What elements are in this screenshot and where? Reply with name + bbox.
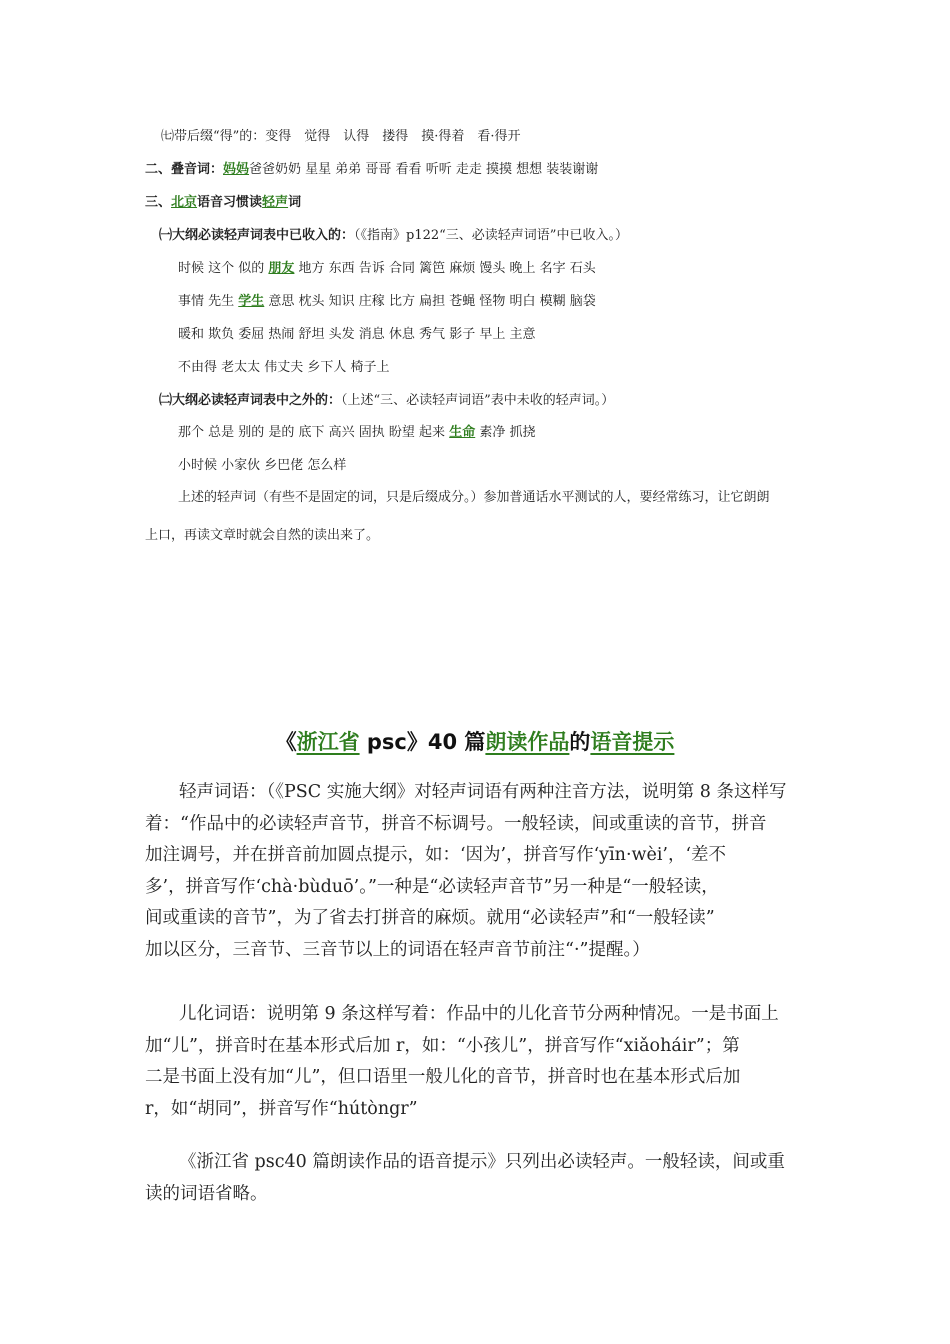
heading-number: 三、 [145,195,172,210]
words-text: 小时候 小家伙 乡巴佬 怎么样 [178,458,347,473]
excluded-words-heading [159,391,614,411]
suffix-de-line [161,127,521,147]
paragraph-line: 加注调号，并在拼音前加圆点提示，如：‘因为’，拼音写作‘yīn·wèi’，‘差不 [145,845,727,865]
page-title [0,726,950,756]
included-words-heading [159,226,628,246]
included-words-line-3 [178,325,535,345]
title-link-langdu[interactable]: 朗读作品 [485,730,570,754]
paragraph-line: 二是书面上没有加“儿”，但口语里一般儿化的音节，拼音时也在基本形式后加 [145,1067,741,1087]
link-qingsheng[interactable]: 轻声 [262,195,289,210]
excluded-words-line-1 [178,423,535,443]
link-xuesheng[interactable]: 学生 [238,294,265,309]
included-words-line-4 [178,358,390,378]
words-text: 时候 这个 似的 [178,261,269,276]
words-text: 地方 东西 告诉 合同 篱笆 麻烦 馒头 晚上 名字 石头 [294,261,596,276]
paragraph-line: 《浙江省 psc40 篇朗读作品的语音提示》只列出必读轻声。一般轻读，间或重 [179,1152,785,1172]
summary-text: 上口，再读文章时就会自然的读出来了。 [145,528,380,543]
link-shengming[interactable]: 生命 [449,425,476,440]
included-words-line-1 [178,259,596,279]
paragraph-line: 儿化词语：说明第 9 条这样写着：作品中的儿化音节分两种情况。一是书面上 [179,1004,779,1024]
paragraph-scope-note [145,1147,815,1210]
words-text: 素净 抓挠 [475,425,536,440]
title-link-yuyin[interactable]: 语音提示 [590,730,675,754]
paragraph-line: 间或重读的音节”，为了省去打拼音的麻烦。就用“必读轻声”和“一般轻读” [145,908,715,928]
paragraph-line: 读的词语省略。 [145,1183,268,1204]
paragraph-line: 着：“作品中的必读轻声音节，拼音不标调号。一般轻读，间或重读的音节，拼音 [145,813,767,834]
link-pengyou[interactable]: 朋友 [268,261,295,276]
link-mama[interactable]: 妈妈 [223,162,250,177]
excluded-heading-note: （上述“三、必读轻声词语”表中未收的轻声词。） [341,393,615,408]
title-part: 的 [569,730,591,754]
included-heading-bold: ㈠大纲必读轻声词表中已收入的： [159,228,355,243]
summary-line-2 [145,526,379,546]
summary-line-1 [178,488,770,508]
title-part: psc》40 篇 [359,730,486,754]
paragraph-line: 多’，拼音写作‘chà·bùduō’。”一种是“必读轻声音节”另一种是“一般轻读， [145,876,719,897]
paragraph-line: 加“儿”，拼音时在基本形式后加 r，如：“小孩儿”，拼音写作“xiǎoháir”；第 [145,1035,740,1056]
included-words-line-2 [178,292,596,312]
reduplicated-words-line [145,160,598,180]
paragraph-line: 轻声词语：（《PSC 实施大纲》对轻声词语有两种注音方法，说明第 8 条这样写 [179,782,787,802]
beijing-neutral-tone-heading [145,193,301,213]
excluded-words-line-2 [178,456,346,476]
reduplicated-words: 爸爸奶奶 星星 弟弟 哥哥 看看 听听 走走 摸摸 想想 装装谢谢 [249,162,599,177]
words-text: 暖和 欺负 委屈 热闹 舒坦 头发 消息 休息 秀气 影子 早上 主意 [178,327,536,342]
paragraph-line: 加以区分，三音节、三音节以上的词语在轻声音节前注“·”提醒。） [145,939,650,960]
words-text: 意思 枕头 知识 庄稼 比方 扁担 苍蝇 怪物 明白 模糊 脑袋 [264,294,596,309]
heading-suffix: 词 [288,195,302,210]
summary-text: 上述的轻声词（有些不是固定的词，只是后缀成分。）参加普通话水平测试的人，要经常练习，让它朗朗 [178,490,770,505]
title-part: 《 [275,730,297,754]
words-text: 不由得 老太太 伟丈夫 乡下人 椅子上 [178,360,390,375]
heading-mid: 语音习惯读 [197,195,263,210]
paragraph-line: r，如“胡同”，拼音写作“hútòngr” [145,1098,418,1119]
words-text: 那个 总是 别的 是的 底下 高兴 固执 盼望 起来 [178,425,450,440]
paragraph-erhua [145,999,815,1125]
included-heading-note: （《指南》p122“三、必读轻声词语”中已收入。） [354,228,628,243]
link-beijing[interactable]: 北京 [171,195,198,210]
words-text: 事情 先生 [178,294,239,309]
suffix-de-text: ㈦带后缀“得”的：变得 觉得 认得 搂得 摸·得着 看·得开 [161,129,521,144]
title-link-zhejiang[interactable]: 浙江省 [296,730,360,754]
paragraph-neutral-tone [145,777,815,966]
reduplicated-heading: 二、叠音词： [145,162,224,177]
excluded-heading-bold: ㈡大纲必读轻声词表中之外的： [159,393,342,408]
